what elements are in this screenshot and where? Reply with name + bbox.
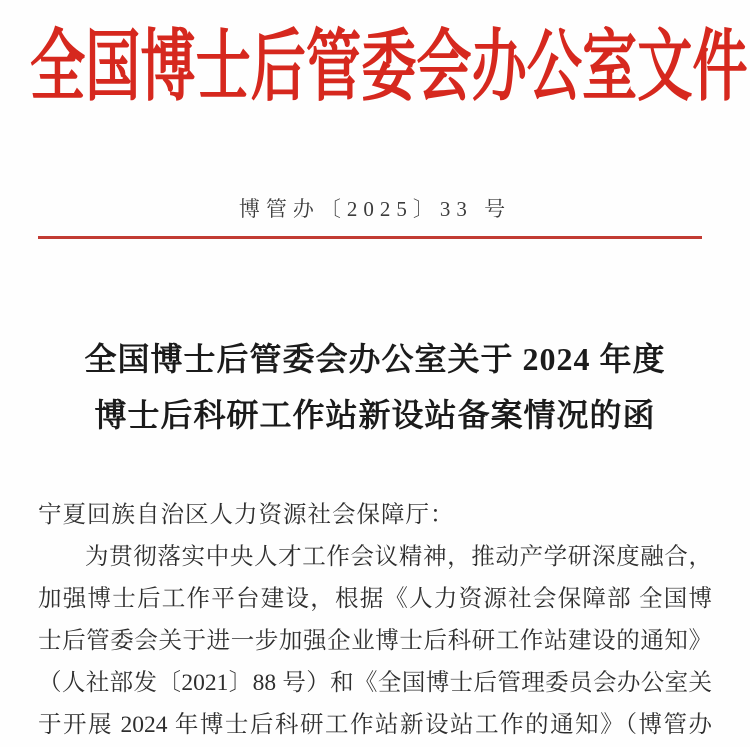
body-line: 加强博士后工作平台建设，根据《人力资源社会保障部 全国博 (38, 586, 712, 612)
document-title (0, 331, 750, 443)
salutation-line: 宁夏回族自治区人力资源社会保障厅： (38, 502, 455, 528)
body-line: 为贯彻落实中央人才工作会议精神，推动产学研深度融合， (85, 544, 712, 570)
document-title-line-2: 博士后科研工作站新设站备案情况的函 (94, 397, 656, 433)
body-line: 士后管委会关于进一步加强企业博士后科研工作站建设的通知》 (38, 628, 712, 654)
red-separator-rule (38, 236, 702, 239)
document-title-line-1: 全国博士后管委会办公室关于 2024 年度 (84, 341, 666, 377)
body-line: 于开展 2024 年博士后科研工作站新设站工作的通知》（博管办 (38, 712, 712, 738)
document-body (38, 494, 712, 746)
letterhead-title: 全国博士后管委会办公室文件 (30, 24, 748, 110)
body-line: （人社部发〔2021〕88 号）和《全国博士后管理委员会办公室关 (38, 670, 712, 696)
document-number: 博管办〔2025〕33 号 (238, 197, 512, 221)
